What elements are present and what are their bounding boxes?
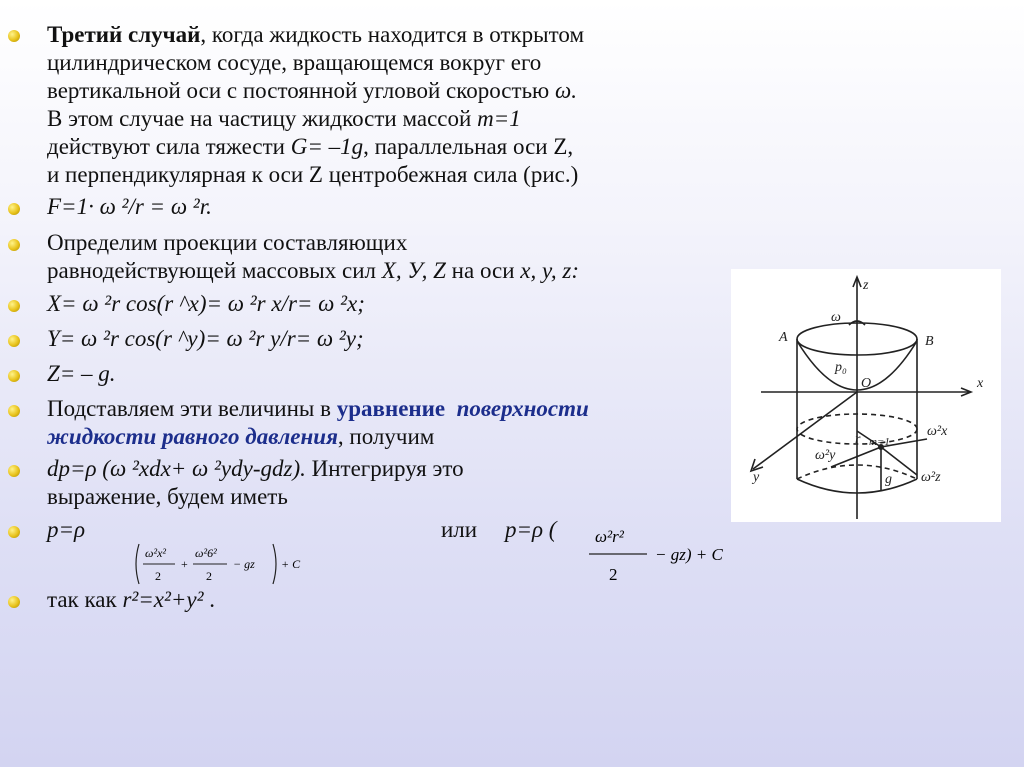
label-o: O xyxy=(861,376,872,391)
label-omega: ω xyxy=(831,310,841,325)
label-r: r xyxy=(855,432,861,447)
label-g: g xyxy=(885,472,892,487)
text-fragment: x, y, z: xyxy=(520,258,580,283)
text-line xyxy=(47,258,579,284)
text-line: Определим проекции составляющих xyxy=(47,230,408,255)
label-w2x: ω²x xyxy=(927,424,948,439)
formula-fragment: r²=x²+y² xyxy=(122,587,204,612)
label-a: A xyxy=(779,330,788,345)
formula-fragment: p=ρ xyxy=(47,517,86,542)
highlight-surface: поверхности xyxy=(456,396,589,421)
mass-symbol: m=1 xyxy=(477,106,521,131)
omega-symbol: ω. xyxy=(555,78,577,103)
fraction-big-num: ω²r² xyxy=(595,527,624,546)
bullet xyxy=(8,30,20,42)
fraction-big-den: 2 xyxy=(609,565,618,584)
lead-bold: Третий случай xyxy=(47,22,201,47)
text-line xyxy=(47,424,434,450)
text-line xyxy=(47,456,464,482)
y-axis xyxy=(753,392,857,469)
bullet xyxy=(8,370,20,382)
force-z-vector xyxy=(881,447,917,475)
label-b: B xyxy=(925,334,934,349)
cylinder-diagram xyxy=(731,269,1001,522)
text-line xyxy=(47,134,573,160)
fraction-small-num2: ω²6² xyxy=(195,546,217,560)
text-line xyxy=(47,22,584,48)
formula-line: Y= ω ²r cos(r ^y)= ω ²r y/r= ω ²y; xyxy=(47,326,364,351)
formula-fragment: p=ρ ( xyxy=(505,517,557,542)
bullet xyxy=(8,596,20,608)
bullet xyxy=(8,405,20,417)
bullet xyxy=(8,203,20,215)
bullet xyxy=(8,335,20,347)
fraction-small-den1: 2 xyxy=(155,569,161,583)
label-w2y: ω²y xyxy=(815,448,836,463)
text-fragment: Подставляем эти величины в xyxy=(47,396,337,421)
label-mass: m=1 xyxy=(869,436,890,448)
label-x: x xyxy=(977,376,984,391)
label-p0: p₀ xyxy=(835,360,847,375)
text-fragment: на оси xyxy=(445,258,521,283)
fraction-small-num1: ω²x² xyxy=(145,546,166,560)
bullet xyxy=(8,465,20,477)
fraction-big xyxy=(585,518,745,588)
force-y-vector xyxy=(831,447,881,467)
gravity-symbol: G= –1g xyxy=(290,134,364,159)
fraction-small xyxy=(133,540,323,588)
text-line xyxy=(47,587,215,613)
text-fragment: равнодействующей массовых сил xyxy=(47,258,382,283)
text-fragment: В этом случае на частицу жидкости массой xyxy=(47,106,478,131)
text-fragment: , получим xyxy=(337,424,435,449)
text-line: цилиндрическом сосуде, вращающемся вокруг его xyxy=(47,50,542,75)
text-fragment: Интегрируя это xyxy=(305,456,464,481)
highlight-equation: уравнение xyxy=(336,396,446,421)
fraction-small-c: + C xyxy=(281,557,301,571)
bullet xyxy=(8,239,20,251)
text-line xyxy=(47,78,577,104)
label-y: y xyxy=(753,470,760,485)
fraction-small-den2: 2 xyxy=(206,569,212,583)
formula-line: F=1· ω ²/r = ω ²r. xyxy=(47,194,212,219)
figure-panel xyxy=(731,269,1001,522)
text-line xyxy=(47,396,589,422)
label-z: z xyxy=(863,278,869,293)
text-fragment: . xyxy=(203,587,216,612)
plus-sign: + xyxy=(181,557,188,571)
text-fragment: , параллельная оси Z, xyxy=(363,134,574,159)
fraction-big-tail: − gz) + C xyxy=(655,545,723,564)
fraction-small-tail: − gz xyxy=(233,557,255,571)
text-line xyxy=(47,106,521,132)
bullet xyxy=(8,300,20,312)
highlight-pressure: жидкости равного давления xyxy=(47,424,338,449)
text-fragment: вертикальной оси с постоянной угловой скоростью xyxy=(47,78,555,103)
text-fragment: действуют сила тяжести xyxy=(47,134,291,159)
text-line: и перпендикулярная к оси Z центробежная сила (рис.) xyxy=(47,162,579,187)
formula-fragment: dp=ρ (ω ²xdx+ ω ²ydy-gdz). xyxy=(47,456,306,481)
text-line: выражение, будем иметь xyxy=(47,484,288,509)
formula-line: X= ω ²r cos(r ^x)= ω ²r x/r= ω ²x; xyxy=(47,291,365,316)
bullet xyxy=(8,526,20,538)
label-w2z: ω²z xyxy=(921,470,941,485)
or-word: или xyxy=(441,517,478,542)
text-fragment: X, У, Z xyxy=(381,258,446,283)
lead-rest: , когда жидкость находится в открытом xyxy=(200,22,585,47)
formula-line: Z= – g. xyxy=(47,361,116,386)
text-fragment: так как xyxy=(47,587,123,612)
